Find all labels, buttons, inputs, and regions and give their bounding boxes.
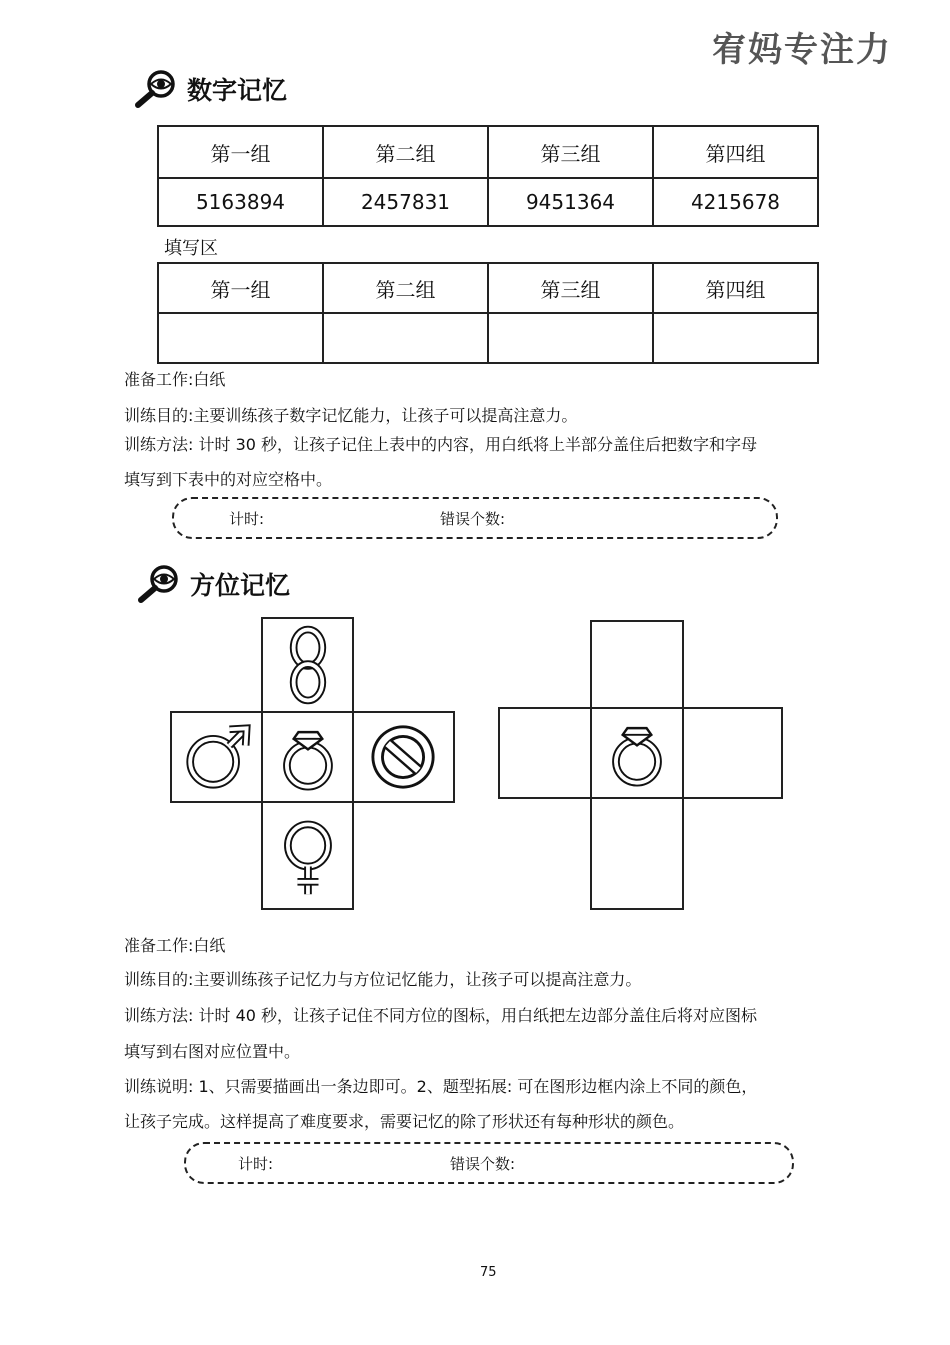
method-text: 训练方法: 计时 30 秒，让孩子记住上表中的内容，用白纸将上半部分盖住后把数字和字母 [124, 435, 758, 454]
timer-label: 计时: [229, 510, 265, 528]
prohibition-sign-icon [354, 713, 453, 801]
brand-title: 宥妈专注力 [712, 30, 892, 70]
table-header-cell: 第四组 [653, 126, 818, 178]
magnifier-eye-icon [133, 70, 179, 108]
diamond-ring-icon [263, 713, 352, 801]
fill-area-label: 填写区 [164, 238, 218, 259]
section-header-number-memory [133, 70, 287, 108]
table-header-cell: 第二组 [323, 126, 488, 178]
answer-cell[interactable] [488, 313, 653, 363]
answer-cell-top[interactable] [590, 620, 684, 709]
table-header-cell: 第一组 [158, 126, 323, 178]
errors-label: 错误个数: [440, 510, 506, 528]
goal-text: 训练目的:主要训练孩子数字记忆能力，让孩子可以提高注意力。 [124, 406, 578, 425]
number-cell: 2457831 [323, 178, 488, 226]
section-header-direction-memory [136, 565, 290, 603]
numbers-table [157, 125, 819, 227]
diamond-ring-icon [592, 709, 682, 797]
table-header-cell: 第二组 [323, 263, 488, 313]
method-text-cont: 填写到右图对应位置中。 [124, 1042, 301, 1061]
number-cell: 4215678 [653, 178, 818, 226]
method-text: 训练方法: 计时 40 秒，让孩子记住不同方位的图标，用白纸把左边部分盖住后将对应图标 [124, 1006, 758, 1025]
female-symbol-icon [263, 803, 352, 908]
infinity-8-icon [263, 619, 352, 711]
score-box [172, 497, 778, 539]
method-text-cont: 填写到下表中的对应空格中。 [124, 470, 333, 489]
table-header-cell: 第三组 [488, 263, 653, 313]
page-number: 75 [480, 1265, 497, 1280]
number-cell: 9451364 [488, 178, 653, 226]
answer-cell-bottom[interactable] [590, 797, 684, 910]
prep-text: 准备工作:白纸 [124, 370, 226, 389]
timer-label: 计时: [238, 1155, 274, 1173]
note-text-cont: 让孩子完成。这样提高了难度要求，需要记忆的除了形状还有每种形状的颜色。 [124, 1112, 685, 1131]
table-header-cell: 第四组 [653, 263, 818, 313]
section-title: 方位记忆 [190, 571, 291, 600]
answer-cell[interactable] [653, 313, 818, 363]
number-cell: 5163894 [158, 178, 323, 226]
cell-bottom [261, 801, 354, 910]
cell-right [352, 711, 455, 803]
section-title: 数字记忆 [187, 76, 288, 105]
magnifier-eye-icon [136, 565, 182, 603]
answer-cell-right[interactable] [682, 707, 783, 799]
note-text: 训练说明: 1、只需要描画出一条边即可。2、题型拓展: 可在图形边框内涂上不同的颜色， [124, 1077, 758, 1096]
answer-cell[interactable] [323, 313, 488, 363]
cell-left [170, 711, 263, 803]
table-header-cell: 第三组 [488, 126, 653, 178]
score-box [184, 1142, 794, 1184]
male-symbol-icon [172, 713, 261, 801]
cell-top [261, 617, 354, 713]
goal-text: 训练目的:主要训练孩子记忆力与方位记忆能力，让孩子可以提高注意力。 [124, 970, 642, 989]
answer-cell-left[interactable] [498, 707, 592, 799]
answer-table [157, 262, 819, 364]
answer-cell[interactable] [158, 313, 323, 363]
cell-center [590, 707, 684, 799]
cell-center [261, 711, 354, 803]
table-header-cell: 第一组 [158, 263, 323, 313]
prep-text: 准备工作:白纸 [124, 936, 226, 955]
errors-label: 错误个数: [450, 1155, 516, 1173]
